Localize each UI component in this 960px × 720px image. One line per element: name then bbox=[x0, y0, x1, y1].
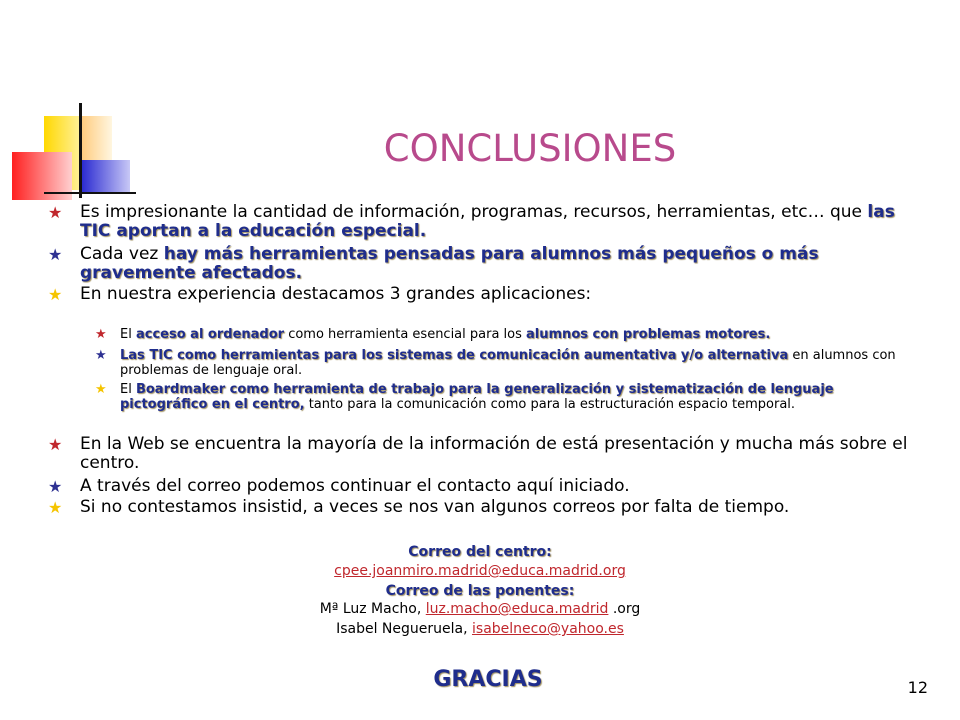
ponentes-email-label: Correo de las ponentes: bbox=[385, 583, 575, 599]
bullet-text: Si no contestamos insistid, a veces se nos van algunos correos por falta de tiempo. bbox=[80, 497, 790, 517]
ponente2-name: Isabel Negueruela, bbox=[336, 621, 473, 637]
ponente1-suffix: .org bbox=[608, 601, 641, 617]
ponente1-name: Mª Luz Macho, bbox=[319, 601, 426, 617]
centro-email-label: Correo del centro: bbox=[408, 544, 552, 560]
sub-bullet-item bbox=[95, 348, 910, 378]
star-icon: ★ bbox=[48, 245, 63, 264]
sub-bullet-item bbox=[95, 327, 910, 342]
sub-bullet-text: Las TIC como herramientas para los sistemas de comunicación aumentativa y/o alternativa en alumnos con problemas de lenguaje oral. bbox=[120, 348, 896, 378]
page-number: 12 bbox=[907, 678, 928, 697]
star-icon: ★ bbox=[95, 382, 107, 397]
bullet-item bbox=[48, 498, 908, 517]
star-icon: ★ bbox=[48, 203, 63, 222]
sub-bullet-text: El Boardmaker como herramienta de trabajo para la generalización y sistematización de lenguaje pictográfico en el centro, tanto para la comunicación como para la estructuración espacio temporal. bbox=[120, 382, 834, 412]
sub-bullet-item bbox=[95, 382, 910, 412]
star-icon: ★ bbox=[48, 285, 63, 304]
corner-decoration bbox=[0, 0, 140, 200]
ponente1-row bbox=[0, 600, 960, 619]
star-icon: ★ bbox=[95, 327, 107, 342]
bullet-item bbox=[48, 477, 908, 496]
bullet-text: Es impresionante la cantidad de información, programas, recursos, herramientas, etc… que las TIC aportan a la educación especial. bbox=[80, 202, 895, 241]
bullet-item bbox=[48, 285, 908, 304]
star-icon: ★ bbox=[48, 477, 63, 496]
bullet-text: Cada vez hay más herramientas pensadas para alumnos más pequeños o más gravemente afectados. bbox=[80, 244, 819, 283]
centro-email-link[interactable]: cpee.joanmiro.madrid@educa.madrid.org bbox=[334, 563, 626, 579]
bullet-text: En nuestra experiencia destacamos 3 grandes aplicaciones: bbox=[80, 284, 592, 304]
bullet-text: En la Web se encuentra la mayoría de la información de está presentación y mucha más sobre el centro. bbox=[80, 434, 908, 473]
star-icon: ★ bbox=[95, 348, 107, 363]
bullet-item bbox=[48, 245, 908, 283]
star-icon: ★ bbox=[48, 435, 63, 454]
ponente2-email-link[interactable]: isabelneco@yahoo.es bbox=[472, 621, 624, 637]
centro-email-row bbox=[0, 562, 960, 581]
gracias-heading: GRACIAS bbox=[433, 667, 543, 692]
slide-title: CONCLUSIONES bbox=[383, 127, 677, 170]
horizontal-line bbox=[44, 192, 136, 194]
star-icon: ★ bbox=[48, 498, 63, 517]
bullet-item bbox=[48, 203, 908, 241]
ponente2-row bbox=[0, 620, 960, 639]
ponente1-email-link[interactable]: luz.macho@educa.madrid bbox=[425, 601, 609, 617]
bullet-item bbox=[48, 435, 908, 473]
sub-bullet-text: El acceso al ordenador como herramienta esencial para los alumnos con problemas motores. bbox=[120, 327, 771, 342]
bullet-text: A través del correo podemos continuar el contacto aquí iniciado. bbox=[80, 476, 630, 496]
